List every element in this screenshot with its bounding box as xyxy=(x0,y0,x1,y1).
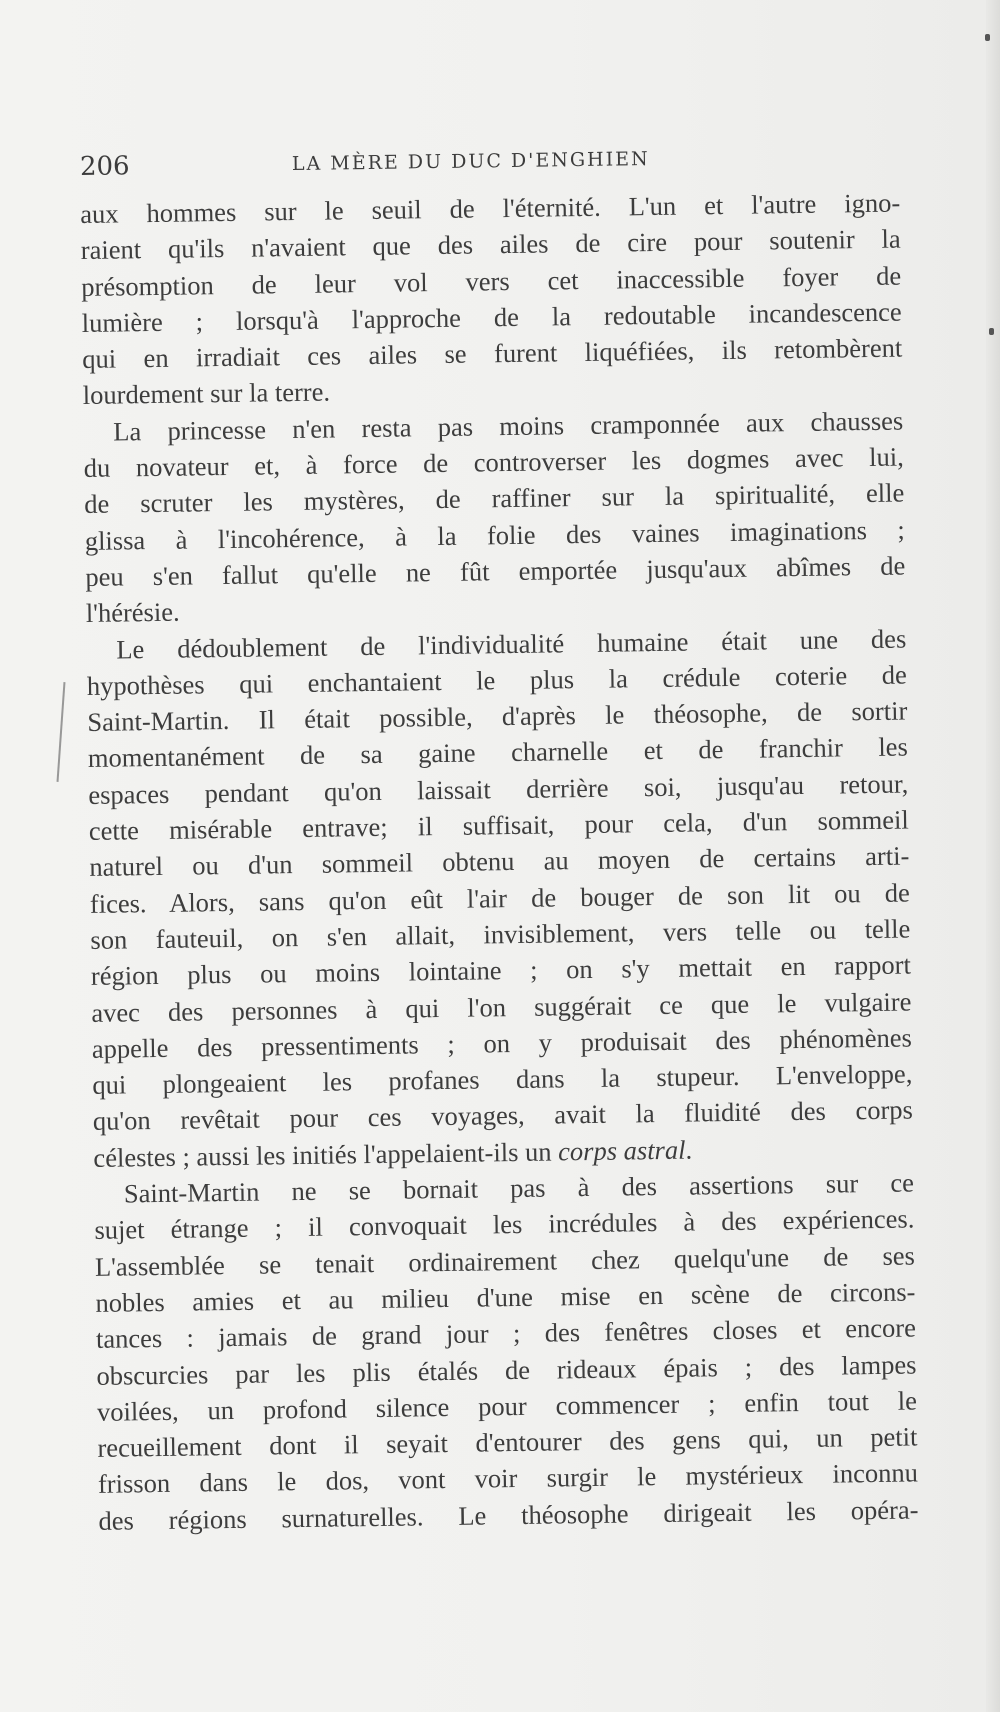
text-line: La princesse n'en resta pas moins cramponnée aux chausses xyxy=(113,405,904,447)
text-line: aux hommes sur le seuil de l'éternité. L'un et l'autre igno- xyxy=(80,187,901,229)
text-line: de scruter les mystères, de raffiner sur la spiritualité, elle xyxy=(84,477,905,520)
italic-phrase: corps astral xyxy=(557,1134,686,1167)
text-line: lumière ; lorsqu'à l'approche de la redoutable incandescence xyxy=(81,296,902,338)
text-line: l'hérésie. xyxy=(85,596,180,629)
text-line: momentanément de sa gaine charnelle et de franchir les xyxy=(87,731,908,774)
ink-speck xyxy=(989,328,994,335)
margin-pencil-mark xyxy=(57,682,66,782)
text-line: qui plongeaient les profanes dans la stupeur. L'enveloppe, xyxy=(92,1058,913,1101)
text-line: Saint-Martin ne se bornait pas à des assertions sur ce xyxy=(123,1167,915,1209)
text-line: naturel ou d'un sommeil obtenu au moyen de certains arti- xyxy=(89,840,910,883)
text-line: fices. Alors, sans qu'on eût l'air de bouger de son lit ou de xyxy=(89,877,911,919)
ink-speck xyxy=(985,34,990,41)
running-head xyxy=(80,144,650,188)
text-line: tances : jamais de grand jour ; des fenêtres closes et encore xyxy=(95,1312,917,1355)
text-line: raient qu'ils n'avaient que des ailes de cire pour soutenir la xyxy=(80,223,901,266)
text-line: espaces pendant qu'on laissait derrière soi, jusqu'au retour, xyxy=(88,768,909,810)
body-text xyxy=(80,185,919,1539)
text-line: région plus ou moins lointaine ; on s'y mettait en rapport xyxy=(90,949,912,992)
text-line: avec des personnes à qui l'on suggérait ce que le vulgaire xyxy=(91,986,912,1028)
text-line: présomption de leur vol vers cet inaccessible foyer de xyxy=(81,260,902,302)
text-line: frisson dans le dos, vont voir surgir le mystérieux inconnu xyxy=(97,1457,919,1500)
text-line: Le dédoublement de l'individualité humaine était une des xyxy=(116,623,907,665)
page-edge xyxy=(986,0,1000,1712)
text-line: recueillement dont il seyait d'entourer des gens qui, un petit xyxy=(97,1421,918,1463)
text-line: hypothèses qui enchantaient le plus la crédule coterie de xyxy=(86,659,907,701)
text-line: voilées, un profond silence pour commencer ; enfin tout le xyxy=(96,1385,918,1427)
text-line: glissa à l'incohérence, à la folie des vaines imaginations ; xyxy=(84,514,905,556)
text-line: du novateur et, à force de controverser les dogmes avec lui, xyxy=(83,441,904,484)
text-line: son fauteuil, on s'en allait, invisiblement, vers telle ou telle xyxy=(90,913,911,955)
text-segment: célestes ; aussi les initiés l'appelaient-ils un xyxy=(93,1136,559,1173)
text-line: cette misérable entrave; il suffisait, pour cela, d'un sommeil xyxy=(88,804,909,846)
text-line: qui en irradiait ces ailes se furent liquéfiées, ils retombèrent xyxy=(82,332,903,375)
text-line: sujet étrange ; il convoquait les incrédules à des expériences. xyxy=(94,1203,915,1246)
text-line: nobles amies et au milieu d'une mise en scène de circons- xyxy=(95,1276,916,1318)
text-line: appelle des pressentiments ; on y produisait des phénomènes xyxy=(91,1022,913,1064)
page-number: 206 xyxy=(79,151,130,182)
text-line: obscurcies par les plis étalés de rideaux épais ; des lampes xyxy=(96,1348,917,1391)
text-segment: . xyxy=(685,1134,693,1165)
text-line: lourdement sur la terre. xyxy=(82,377,331,411)
text-line: L'assemblée se tenait ordinairement chez quelqu'une de ses xyxy=(94,1240,916,1282)
text-line: des régions surnaturelles. Le théosophe dirigeait les opéra- xyxy=(98,1494,919,1536)
text-line: Saint-Martin. Il était possible, d'après le théosophe, de sortir xyxy=(87,695,908,738)
running-title: LA MÈRE DU DUC D'ENGHIEN xyxy=(291,148,650,176)
text-line: qu'on revêtait pour ces voyages, avait la fluidité des corps xyxy=(92,1094,914,1137)
text-line: peu s'en fallut qu'elle ne fût emportée jusqu'aux abîmes de xyxy=(85,550,906,592)
